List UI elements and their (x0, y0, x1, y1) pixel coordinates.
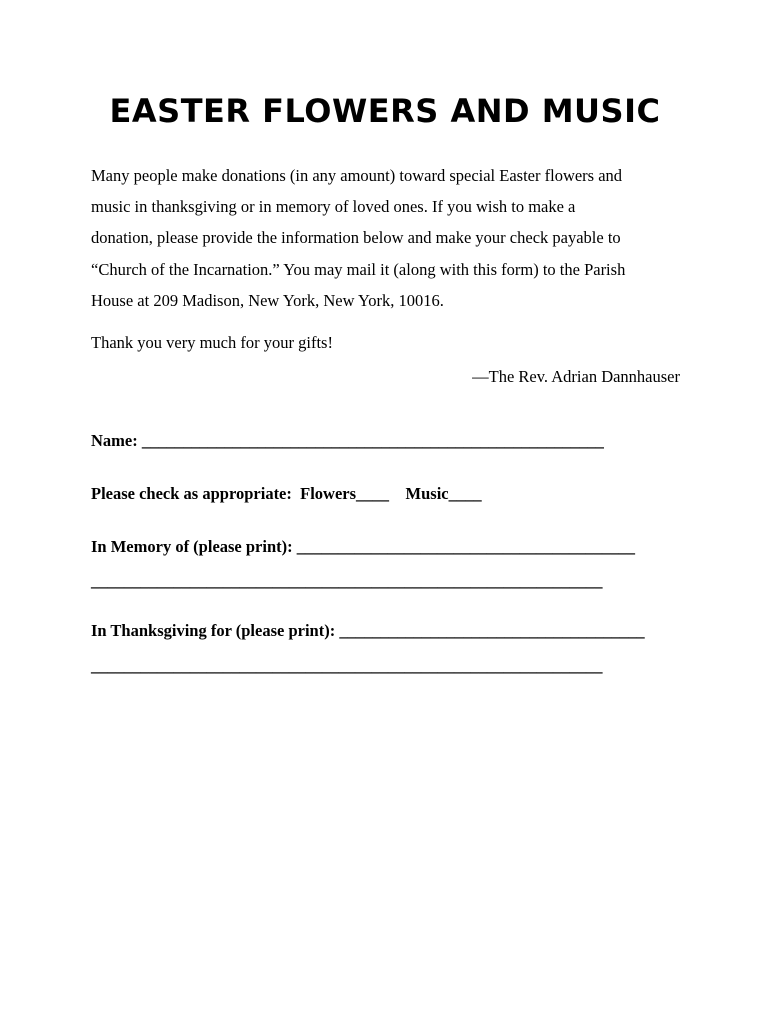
thanksgiving-input-line[interactable]: _____________________________________ (339, 621, 645, 640)
thank-you-text: Thank you very much for your gifts! (91, 333, 333, 352)
name-label: Name: (91, 431, 138, 450)
memory-input-line-2[interactable]: ______________________________________________________________ (91, 571, 603, 590)
intro-line-1: Many people make donations (in any amount) toward special Easter flowers and (91, 166, 623, 185)
intro-line-2: music in thanksgiving or in memory of loved ones. If you wish to make a (91, 197, 576, 216)
intro-line-5: House at 209 Madison, New York, New York, 10016. (91, 291, 444, 310)
thanksgiving-input-line-2[interactable]: ______________________________________________________________ (91, 656, 603, 675)
flowers-label: Flowers (300, 484, 357, 503)
name-input-line[interactable]: ________________________________________________________ (141, 431, 604, 450)
name-field (91, 431, 604, 451)
music-check-line[interactable]: ____ (448, 484, 482, 503)
check-label: Please check as appropriate: (91, 484, 292, 503)
music-label: Music (405, 484, 449, 503)
memory-input-line[interactable]: _________________________________________ (296, 537, 636, 556)
memory-label: In Memory of (please print): (91, 537, 293, 556)
signature-name: The Rev. Adrian Dannhauser (488, 367, 680, 386)
memory-field (91, 537, 635, 557)
signature-dash: — (472, 367, 489, 386)
flowers-check-line[interactable]: ____ (356, 484, 390, 503)
page-title: EASTER FLOWERS AND MUSIC (109, 92, 661, 130)
thanksgiving-label: In Thanksgiving for (please print): (91, 621, 336, 640)
check-field (91, 484, 482, 504)
signature-line (472, 367, 680, 387)
intro-line-4: “Church of the Incarnation.” You may mail it (along with this form) to the Parish (91, 260, 626, 279)
thanksgiving-field (91, 621, 645, 641)
intro-line-3: donation, please provide the information below and make your check payable to (91, 228, 621, 247)
